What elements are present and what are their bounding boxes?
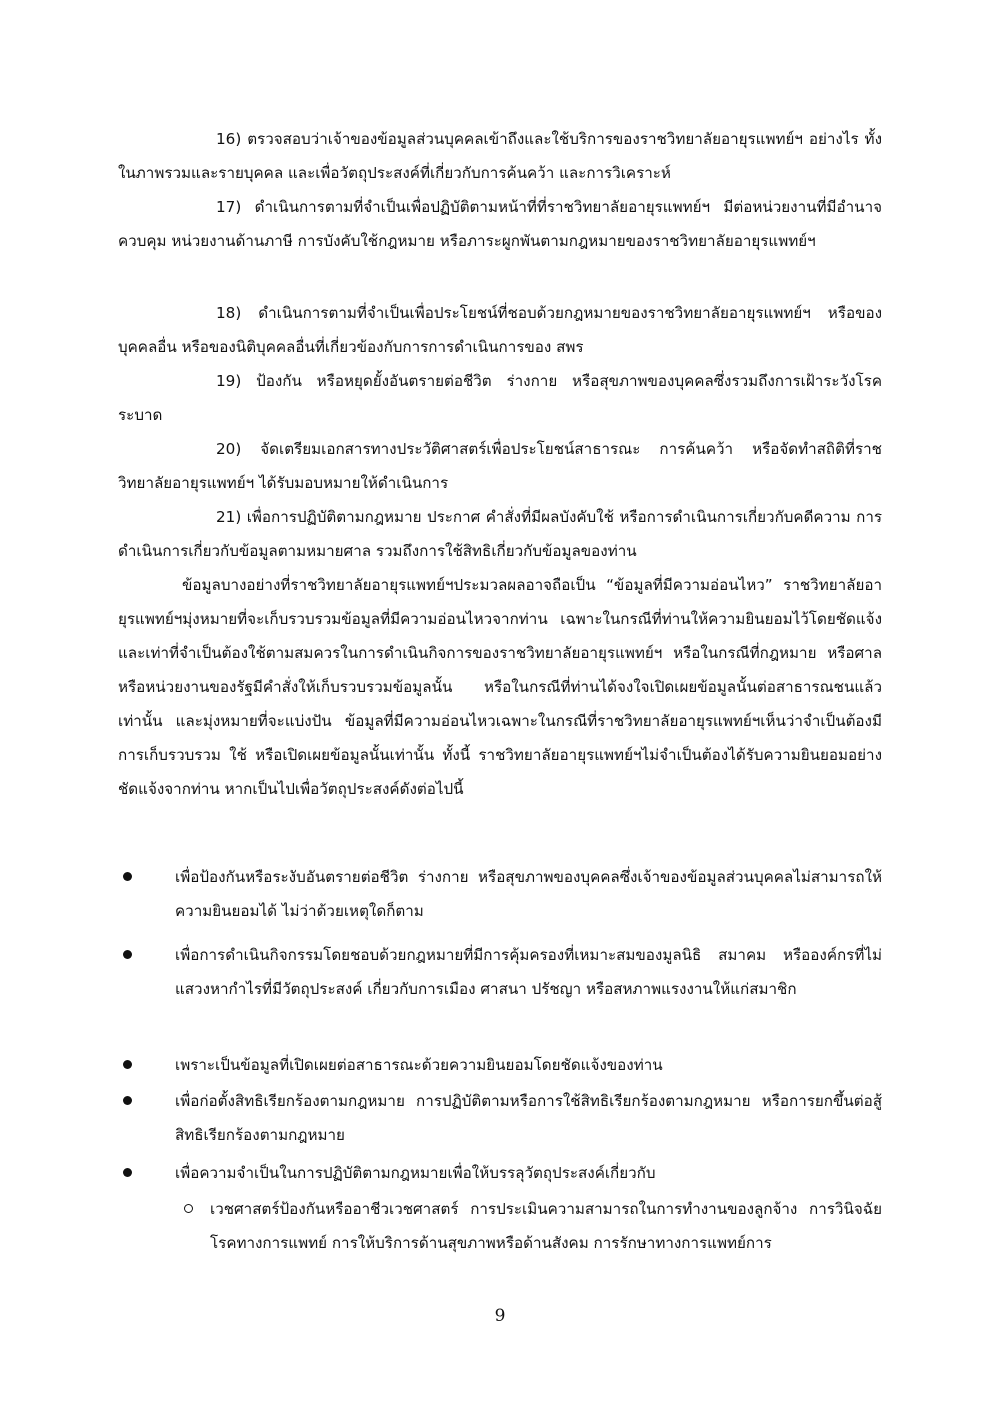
paragraph-21: 21) เพื่อการปฏิบัติตามกฎหมาย ประกาศ คำสั่งที่มีผลบังคับใช้ หรือการดำเนินการเกี่ยวกับคดีความ การดำเนินการเกี่ยวกับข้อมูลตามหมายศาล รวมถึงการใช้สิทธิเกี่ยวกับข้อมูลของท่าน [118,508,882,560]
bullet-dot-icon [123,1060,132,1069]
paragraph-20: 20) จัดเตรียมเอกสารทางประวัติศาสตร์เพื่อประโยชน์สาธารณะ การค้นคว้า หรือจัดทำสถิติที่ราชวิทยาลัยอายุรแพทย์ฯ ได้รับมอบหมายให้ดำเนินการ [118,440,882,492]
bullet-item [118,1156,882,1190]
bullet-dot-icon [123,950,132,959]
bullet-dot-icon [123,1096,132,1105]
sub-bullet-item [184,1192,882,1260]
bullet-dot-icon [123,872,132,881]
paragraph-19: 19) ป้องกัน หรือหยุดยั้งอันตรายต่อชีวิต ร่างกาย หรือสุขภาพของบุคคลซึ่งรวมถึงการเฝ้าระวังโรคระบาด [118,372,882,424]
bullet-text: เพราะเป็นข้อมูลที่เปิดเผยต่อสาธารณะด้วยความยินยอมโดยชัดแจ้งของท่าน [175,1056,663,1074]
bullet-text: เพื่อก่อตั้งสิทธิเรียกร้องตามกฎหมาย การปฏิบัติตามหรือการใช้สิทธิเรียกร้องตามกฎหมาย หรือการยกขึ้นต่อสู้สิทธิเรียกร้องตามกฎหมาย [175,1092,882,1144]
paragraph-sensitive-data: ข้อมูลบางอย่างที่ราชวิทยาลัยอายุรแพทย์ฯประมวลผลอาจถือเป็น “ข้อมูลที่มีความอ่อนไหว” ราชวิทยาลัยอายุรแพทย์ฯมุ่งหมายที่จะเก็บรวบรวมข้อมูลที่มีความอ่อนไหวจากท่าน เฉพาะในกรณีที่ท่านให้ความยินยอมไว้โดยชัดแจ้งและเท่าที่จำเป็นต้องใช้ตามสมควรในการดำเนินกิจการของราชวิทยาลัยอายุรแพทย์ฯ หรือในกรณีที่กฎหมาย หรือศาล หรือหน่วยงานของรัฐมีคำสั่งให้เก็บรวบรวมข้อมูลนั้น หรือในกรณีที่ท่านได้จงใจเปิดเผยข้อมูลนั้นต่อสาธารณชนแล้วเท่านั้น และมุ่งหมายที่จะแบ่งปัน ข้อมูลที่มีความอ่อนไหวเฉพาะในกรณีที่ราชวิทยาลัยอายุรแพทย์ฯเห็นว่าจำเป็นต้องมีการเก็บรวบรวม ใช้ หรือเปิดเผยข้อมูลนั้นเท่านั้น ทั้งนี้ ราชวิทยาลัยอายุรแพทย์ฯไม่จำเป็นต้องได้รับความยินยอมอย่างชัดแจ้งจากท่าน หากเป็นไปเพื่อวัตถุประสงค์ดังต่อไปนี้ [118,576,882,798]
page-number: 9 [494,1306,506,1326]
sub-bullet-text: เวชศาสตร์ป้องกันหรืออาชีวเวชศาสตร์ การประเมินความสามารถในการทำงานของลูกจ้าง การวินิจฉัยโรคทางการแพทย์ การให้บริการด้านสุขภาพหรือด้านสังคม การรักษาทางการแพทย์การ [210,1200,882,1252]
paragraph-18: 18) ดำเนินการตามที่จำเป็นเพื่อประโยชน์ที่ชอบด้วยกฎหมายของราชวิทยาลัยอายุรแพทย์ฯ หรือของบุคคลอื่น หรือของนิติบุคคลอื่นที่เกี่ยวข้องกับการการดำเนินการของ สพร [118,304,882,356]
bullet-text: เพื่อป้องกันหรือระงับอันตรายต่อชีวิต ร่างกาย หรือสุขภาพของบุคคลซึ่งเจ้าของข้อมูลส่วนบุคคลไม่สามารถให้ความยินยอมได้ ไม่ว่าด้วยเหตุใดก็ตาม [175,868,882,920]
bullet-item [118,938,882,1006]
bullet-item [118,1048,882,1082]
bullet-item [118,860,882,928]
bullet-dot-icon [123,1168,132,1177]
paragraph-16: 16) ตรวจสอบว่าเจ้าของข้อมูลส่วนบุคคลเข้าถึงและใช้บริการของราชวิทยาลัยอายุรแพทย์ฯ อย่างไร ทั้งในภาพรวมและรายบุคคล และเพื่อวัตถุประสงค์ที่เกี่ยวกับการค้นคว้า และการวิเคราะห์ [118,130,882,182]
paragraph-17: 17) ดำเนินการตามที่จำเป็นเพื่อปฏิบัติตามหน้าที่ที่ราชวิทยาลัยอายุรแพทย์ฯ มีต่อหน่วยงานที่มีอำนาจควบคุม หน่วยงานด้านภาษี การบังคับใช้กฎหมาย หรือภาระผูกพันตามกฎหมายของราชวิทยาลัยอายุรแพทย์ฯ [118,198,882,250]
bullet-text: เพื่อความจำเป็นในการปฏิบัติตามกฎหมายเพื่อให้บรรลุวัตถุประสงค์เกี่ยวกับ [175,1164,656,1182]
bullet-text: เพื่อการดำเนินกิจกรรมโดยชอบด้วยกฎหมายที่มีการคุ้มครองที่เหมาะสมของมูลนิธิ สมาคม หรือองค์กรที่ไม่แสวงหากำไรที่มีวัตถุประสงค์ เกี่ยวกับการเมือง ศาสนา ปรัชญา หรือสหภาพแรงงานให้แก่สมาชิก [175,946,882,998]
hollow-circle-bullet-icon [184,1204,193,1213]
bullet-item [118,1084,882,1152]
